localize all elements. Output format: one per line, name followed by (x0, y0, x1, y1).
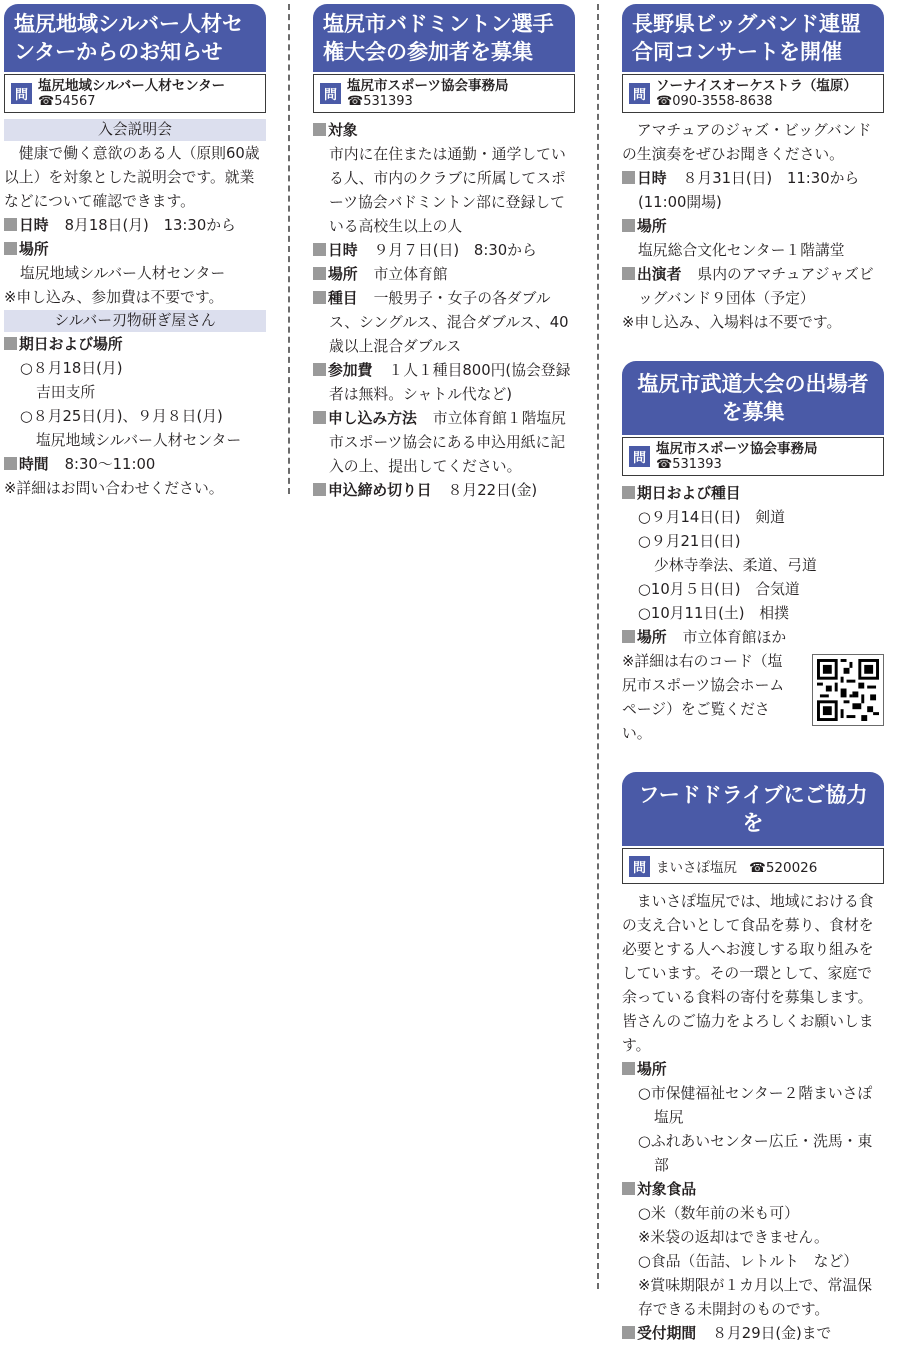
badminton-article (313, 4, 575, 503)
bullet-square-icon (622, 1062, 635, 1075)
concert-article (622, 4, 884, 335)
date-sub: (11:00開場) (638, 194, 722, 211)
note: ※詳細はお問い合わせください。 (4, 480, 224, 497)
right-column (622, 4, 884, 1346)
inquiry-icon: 問 (629, 446, 650, 467)
article-title: 塩尻市武道大会の出場者を募集 (622, 361, 884, 435)
bullet-square-icon (313, 243, 326, 256)
date-row: 日時 ８月31日(日) 11:30から (622, 167, 884, 191)
silver-center-article (4, 4, 266, 501)
place-row: 場所 市立体育館 (313, 263, 575, 287)
inquiry-icon: 問 (11, 83, 32, 104)
bullet-square-icon (313, 291, 326, 304)
performer-row: 出演者 県内のアマチュアジャズビッグバンド９団体（予定） (622, 263, 884, 311)
time-row: 時間 8:30〜11:00 (4, 453, 266, 477)
date-row: 日時 8月18日(月) 13:30から (4, 214, 266, 238)
bullet-square-icon (622, 171, 635, 184)
bullet-square-icon (622, 1182, 635, 1195)
target-row: 対象 (313, 119, 575, 143)
inquiry-icon: 問 (629, 856, 650, 877)
bullet-square-icon (313, 363, 326, 376)
place-value: 塩尻総合文化センター１階講堂 (638, 242, 845, 259)
article-title: 塩尻地域シルバー人材センターからのお知らせ (4, 4, 266, 72)
food-item: ○食品（缶詰、レトルト など） (638, 1253, 859, 1270)
food-item: ○米（数年前の米も可） (638, 1205, 799, 1222)
place-item: ○ふれあいセンター広丘・洗馬・東部 (638, 1133, 873, 1174)
bullet-square-icon (622, 630, 635, 643)
schedule-item: ○９月21日(日) (638, 533, 741, 550)
contact-name: 塩尻地域シルバー人材センター (38, 78, 226, 94)
deadline-row: 申込締め切り日 ８月22日(金) (313, 479, 575, 503)
bullet-square-icon (4, 337, 17, 350)
qr-code-icon[interactable] (812, 654, 884, 726)
section-band: 入会説明会 (4, 119, 266, 141)
place-row: 場所 市立体育館ほか (622, 626, 884, 650)
bullet-square-icon (4, 457, 17, 470)
bullet-square-icon (4, 242, 17, 255)
schedule-row: 期日および場所 (4, 333, 266, 357)
food-drive-article (622, 772, 884, 1346)
schedule-item: ○９月14日(日) 剣道 (638, 509, 785, 526)
inquiry-icon: 問 (320, 83, 341, 104)
food-item-note: ※米袋の返却はできません。 (638, 1229, 829, 1246)
contact-box (313, 74, 575, 113)
schedule-item: ○10月５日(日) 合気道 (638, 581, 800, 598)
schedule-item: ○８月25日(月)、９月８日(月) (20, 408, 223, 425)
schedule-item: ○10月11日(土) 相撲 (638, 605, 789, 622)
target-value: 市内に在住または通勤・通学している人、市内のクラブに所属してスポーツ協会バドミントン部に登録している高校生以上の人 (329, 146, 566, 235)
schedule-place: 塩尻地域シルバー人材センター (36, 432, 242, 449)
place-row: 場所 (622, 215, 884, 239)
place-item: ○市保健福祉センター２階まいさぽ塩尻 (638, 1085, 873, 1126)
column-divider (597, 4, 599, 1289)
contact-box (622, 848, 884, 884)
place-row: 場所 (4, 238, 266, 262)
bullet-square-icon (313, 483, 326, 496)
bullet-square-icon (4, 218, 17, 231)
note: ※詳細は右のコード（塩尻市スポーツ協会ホームページ）をご覧ください。 (622, 653, 785, 742)
apply-row: 申し込み方法 市立体育館１階塩尻市スポーツ協会にある申込用紙に記入の上、提出してください。 (313, 407, 575, 479)
contact-phone: ☎090-3558-8638 (656, 94, 773, 109)
contact-name: 塩尻市スポーツ協会事務局 (347, 78, 509, 94)
fee-row: 参加費 １人１種目800円(協会登録者は無料。シャトル代など) (313, 359, 575, 407)
contact-phone: ☎520026 (749, 860, 818, 876)
place-row: 場所 (622, 1058, 884, 1082)
event-row: 種目 一般男子・女子の各ダブルス、シングルス、混合ダブルス、40歳以上混合ダブルス (313, 287, 575, 359)
contact-name: まいさぽ塩尻 (656, 860, 737, 876)
intro-text: まいさぽ塩尻では、地域における食の支え合いとして食品を募り、食材を必要とする人へお渡しする取り組みをしています。その一環として、家庭で余っている食料の寄付を募集します。皆さんのご協力をよろしくお願いします。 (622, 893, 874, 1054)
items-row: 対象食品 (622, 1178, 884, 1202)
note: ※申し込み、入場料は不要です。 (622, 314, 842, 331)
contact-name: ソーナイスオーケストラ（塩原） (656, 78, 857, 94)
intro-text: アマチュアのジャズ・ビッグバンドの生演奏をぜひお聞きください。 (622, 122, 872, 163)
schedule-row: 期日および種目 (622, 482, 884, 506)
bullet-square-icon (313, 267, 326, 280)
column-divider (288, 4, 290, 494)
contact-phone: ☎54567 (38, 94, 96, 109)
contact-box (622, 437, 884, 476)
article-title: 長野県ビッグバンド連盟合同コンサートを開催 (622, 4, 884, 72)
contact-name: 塩尻市スポーツ協会事務局 (656, 441, 818, 457)
bullet-square-icon (313, 411, 326, 424)
contact-box (4, 74, 266, 113)
food-item-note: ※賞味期限が１カ月以上で、常温保存できる未開封のものです。 (638, 1277, 873, 1318)
place-value: 塩尻地域シルバー人材センター (20, 265, 226, 282)
contact-phone: ☎531393 (347, 94, 413, 109)
inquiry-icon: 問 (629, 83, 650, 104)
article-title: 塩尻市バドミントン選手権大会の参加者を募集 (313, 4, 575, 72)
article-title: フードドライブにご協力を (622, 772, 884, 846)
schedule-place: 吉田支所 (36, 384, 96, 401)
bullet-square-icon (622, 486, 635, 499)
bullet-square-icon (622, 219, 635, 232)
bullet-square-icon (622, 267, 635, 280)
date-row: 日時 ９月７日(日) 8:30から (313, 239, 575, 263)
bullet-square-icon (622, 1326, 635, 1339)
period-row: 受付期間 ８月29日(金)まで (622, 1322, 884, 1346)
budo-article (622, 361, 884, 746)
section-band: シルバー刃物研ぎ屋さん (4, 310, 266, 332)
bullet-square-icon (313, 123, 326, 136)
schedule-item: ○８月18日(月) (20, 360, 123, 377)
note: ※申し込み、参加費は不要です。 (4, 289, 224, 306)
qr-code-graphic (817, 659, 879, 721)
contact-box (622, 74, 884, 113)
intro-text: 健康で働く意欲のある人（原則60歳以上）を対象とした説明会です。就業などについて確認できます。 (4, 145, 260, 210)
schedule-sub: 少林寺拳法、柔道、弓道 (654, 557, 817, 574)
contact-phone: ☎531393 (656, 457, 722, 472)
